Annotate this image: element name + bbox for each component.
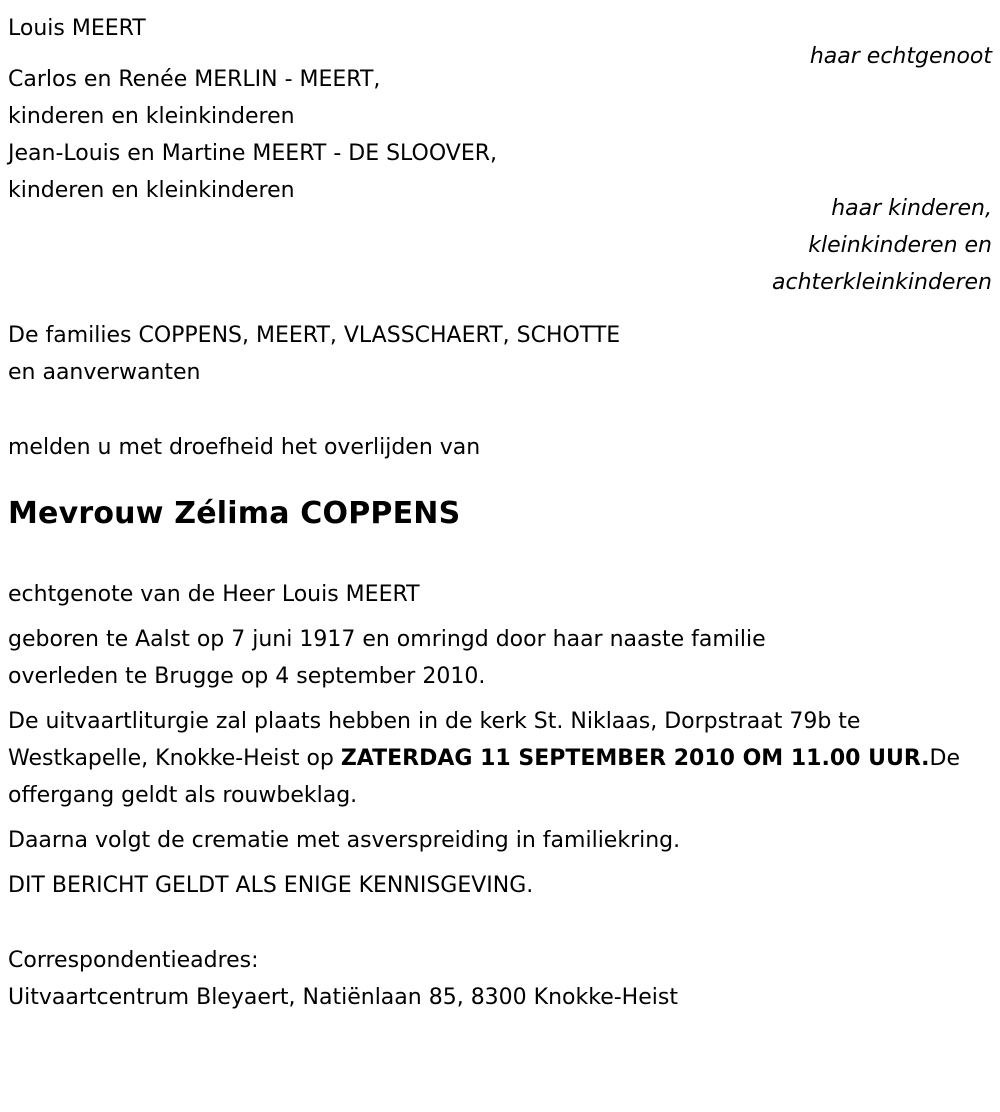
children-role-line-1: haar kinderen, bbox=[831, 196, 992, 221]
correspondence-section bbox=[8, 942, 992, 1016]
spacer bbox=[8, 613, 992, 621]
spacer bbox=[8, 904, 992, 942]
birth-line: geboren te Aalst op 7 juni 1917 en omringd door haar naaste familie bbox=[8, 627, 766, 652]
spouse-name: Louis MEERT bbox=[8, 16, 146, 41]
sole-notice-line: DIT BERICHT GELDT ALS ENIGE KENNISGEVING. bbox=[8, 873, 534, 898]
children-section bbox=[8, 61, 992, 295]
children-line-1: Carlos en Renée MERLIN - MEERT, bbox=[8, 67, 381, 92]
spacer bbox=[8, 814, 992, 822]
spouse-of-line: echtgenote van de Heer Louis MEERT bbox=[8, 582, 420, 607]
spouse-section bbox=[8, 10, 992, 69]
families-line-1: De families COPPENS, MEERT, VLASSCHAERT, SCHOTTE bbox=[8, 323, 621, 348]
children-line-3: Jean-Louis en Martine MEERT - DE SLOOVER, bbox=[8, 141, 497, 166]
correspondence-label: Correspondentieadres: bbox=[8, 948, 259, 973]
children-line-4: kinderen en kleinkinderen bbox=[8, 178, 295, 203]
families-section bbox=[8, 317, 992, 391]
spacer bbox=[8, 534, 992, 576]
children-role-line-2: kleinkinderen en bbox=[808, 233, 992, 258]
children-role-line-3: achterkleinkinderen bbox=[772, 270, 992, 295]
deceased-name: Mevrouw Zélima COPPENS bbox=[8, 496, 461, 531]
service-datetime: ZATERDAG 11 SEPTEMBER 2010 OM 11.00 UUR. bbox=[340, 746, 930, 771]
correspondence-address: Uitvaartcentrum Bleyaert, Natiënlaan 85, 8300 Knokke-Heist bbox=[8, 985, 678, 1010]
announcement-line: melden u met droefheid het overlijden van bbox=[8, 435, 481, 460]
service-text-part2: De offergang geldt als rouwbeklag. bbox=[8, 746, 961, 808]
spacer bbox=[8, 695, 992, 703]
spacer bbox=[8, 391, 992, 429]
children-role-label bbox=[772, 190, 992, 301]
spacer bbox=[8, 466, 992, 494]
spouse-role-label: haar echtgenoot bbox=[809, 44, 992, 69]
children-line-2: kinderen en kleinkinderen bbox=[8, 104, 295, 129]
service-paragraph bbox=[8, 703, 992, 814]
service-text-part1: De uitvaartliturgie zal plaats hebben in de kerk St. Niklaas, Dorpstraat 79b te Westkapelle, Knokke-Heist op bbox=[8, 709, 861, 771]
birth-death-section bbox=[8, 621, 992, 695]
spacer bbox=[8, 859, 992, 867]
death-line: overleden te Brugge op 4 september 2010. bbox=[8, 664, 486, 689]
families-line-2: en aanverwanten bbox=[8, 360, 201, 385]
cremation-line: Daarna volgt de crematie met asverspreiding in familiekring. bbox=[8, 828, 681, 853]
